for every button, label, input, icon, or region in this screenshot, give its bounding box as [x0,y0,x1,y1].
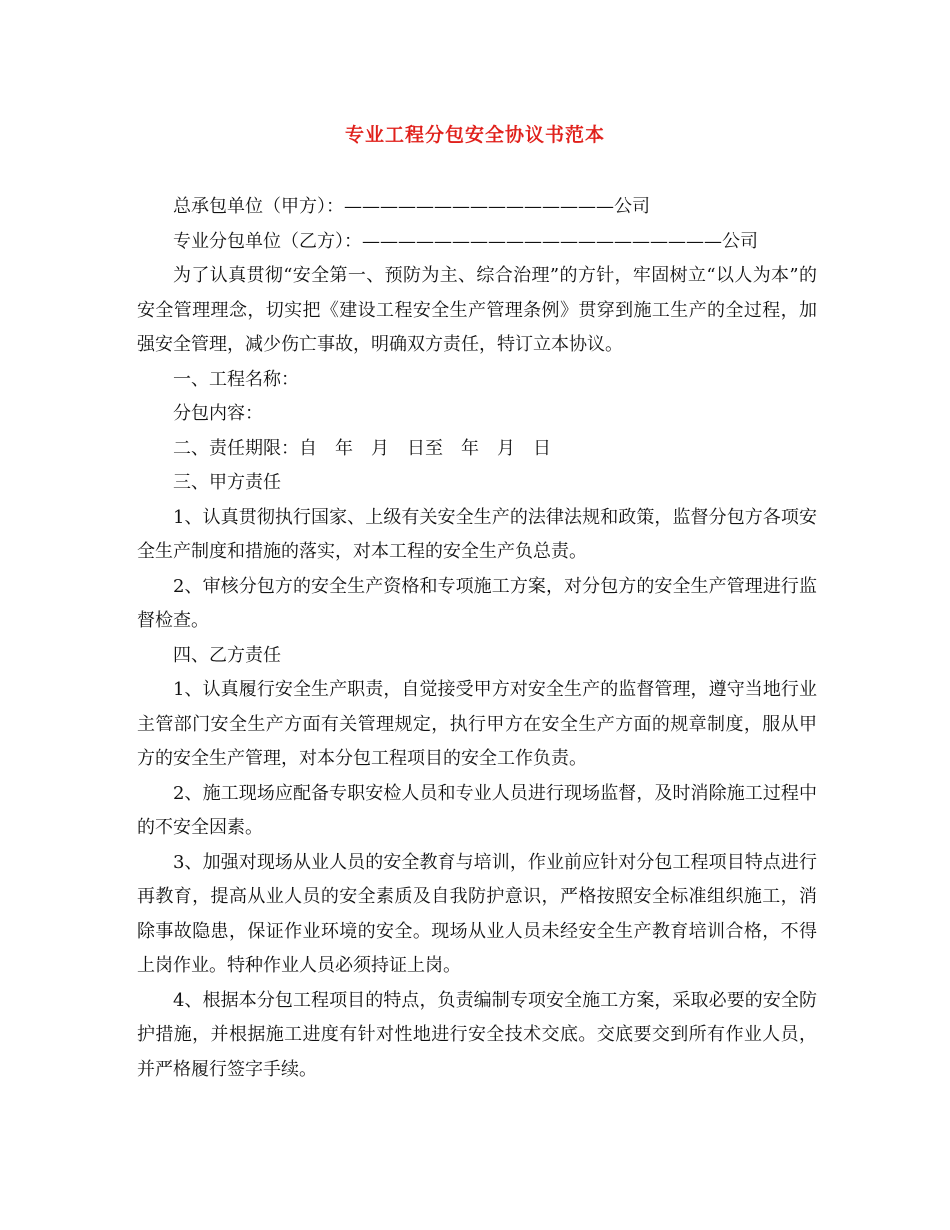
party-b-line: 专业分包单位（乙方）：————————————————————公司 [173,230,758,252]
party-b-duty-4: 4、根据本分包工程项目的特点，负责编制专项安全施工方案，采取必要的安全防护措施，并根据施工进度有针对性地进行安全技术交底。交底要交到所有作业人员，并严格履行签字手续。 [137,989,817,1080]
party-b-duty-3: 3、加强对现场从业人员的安全教育与培训，作业前应针对分包工程项目特点进行再教育，提高从业人员的安全素质及自我防护意识，严格按照安全标准组织施工，消除事故隐患，保证作业环境的安全。现场从业人员未经安全生产教育培训合格，不得上岗作业。特种作业人员必须持证上岗。 [137,851,817,976]
section-responsibility-period: 二、责任期限：自 年 月 日至 年 月 日 [173,437,551,459]
party-a-line: 总承包单位（甲方）：———————————————公司 [173,196,650,217]
section-project-name: 一、工程名称： [173,368,299,390]
party-a-duty-1: 1、认真贯彻执行国家、上级有关安全生产的法律法规和政策，监督分包方各项安全生产制度和措施的落实，对本工程的安全生产负总责。 [137,506,817,562]
section-party-b-duties: 四、乙方责任 [173,644,281,666]
party-b-duty-2: 2、施工现场应配备专职安检人员和专业人员进行现场监督，及时消除施工过程中的不安全因素。 [137,782,817,838]
preamble-paragraph: 为了认真贯彻“安全第一、预防为主、综合治理”的方针，牢固树立“以人为本”的安全管理理念，切实把《建设工程安全生产管理条例》贯穿到施工生产的全过程，加强安全管理，减少伤亡事故，明确双方责任，特订立本协议。 [137,265,817,355]
party-a-duty-2: 2、审核分包方的安全生产资格和专项施工方案，对分包方的安全生产管理进行监督检查。 [137,575,817,631]
subcontract-content-line: 分包内容： [173,403,263,424]
section-party-a-duties: 三、甲方责任 [173,472,281,493]
document-body [137,190,817,1087]
document-title: 专业工程分包安全协议书范本 [344,124,605,146]
party-b-duty-1: 1、认真履行安全生产职责，自觉接受甲方对安全生产的监督管理，遵守当地行业主管部门安全生产方面有关管理规定，执行甲方在安全生产方面的规章制度，服从甲方的安全生产管理，对本分包工程项目的安全工作负责。 [137,679,817,769]
